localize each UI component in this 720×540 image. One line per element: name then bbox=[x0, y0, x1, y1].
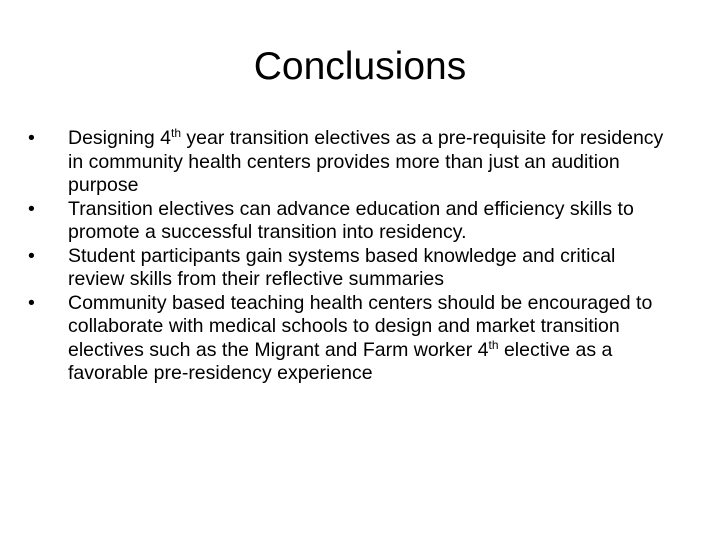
bullet-item-community-health-centers bbox=[26, 292, 666, 386]
bullet-text: Transition electives can advance education and efficiency skills to promote a successful transition into residency. bbox=[68, 197, 634, 243]
slide-title: Conclusions bbox=[253, 45, 467, 88]
bullet-marker: • bbox=[28, 291, 35, 314]
bullet-text-part: Community based teaching health centers should be encouraged to collaborate with medical schools to design and market transition electives such as the Migrant and Farm worker 4 bbox=[68, 291, 653, 361]
bullet-text-part: elective as a favorable pre-residency experience bbox=[68, 338, 613, 384]
bullet-item-student-participants bbox=[26, 245, 666, 292]
ordinal-suffix: th bbox=[488, 337, 499, 352]
bullet-text-part: year transition electives as a pre-requisite for residency in community health centers provides more than just an audition purpose bbox=[68, 127, 664, 196]
ordinal-suffix: th bbox=[170, 126, 181, 140]
bullet-item-transition-electives bbox=[26, 198, 666, 245]
bullet-marker: • bbox=[28, 197, 35, 220]
bullet-marker: • bbox=[28, 244, 35, 267]
bullet-list bbox=[26, 127, 666, 386]
bullet-text: Student participants gain systems based knowledge and critical review skills from their reflective summaries bbox=[68, 244, 616, 290]
bullet-marker: • bbox=[28, 127, 35, 149]
bullet-item-designing-electives bbox=[26, 127, 666, 198]
bullet-text-part: Designing 4 bbox=[68, 127, 171, 149]
